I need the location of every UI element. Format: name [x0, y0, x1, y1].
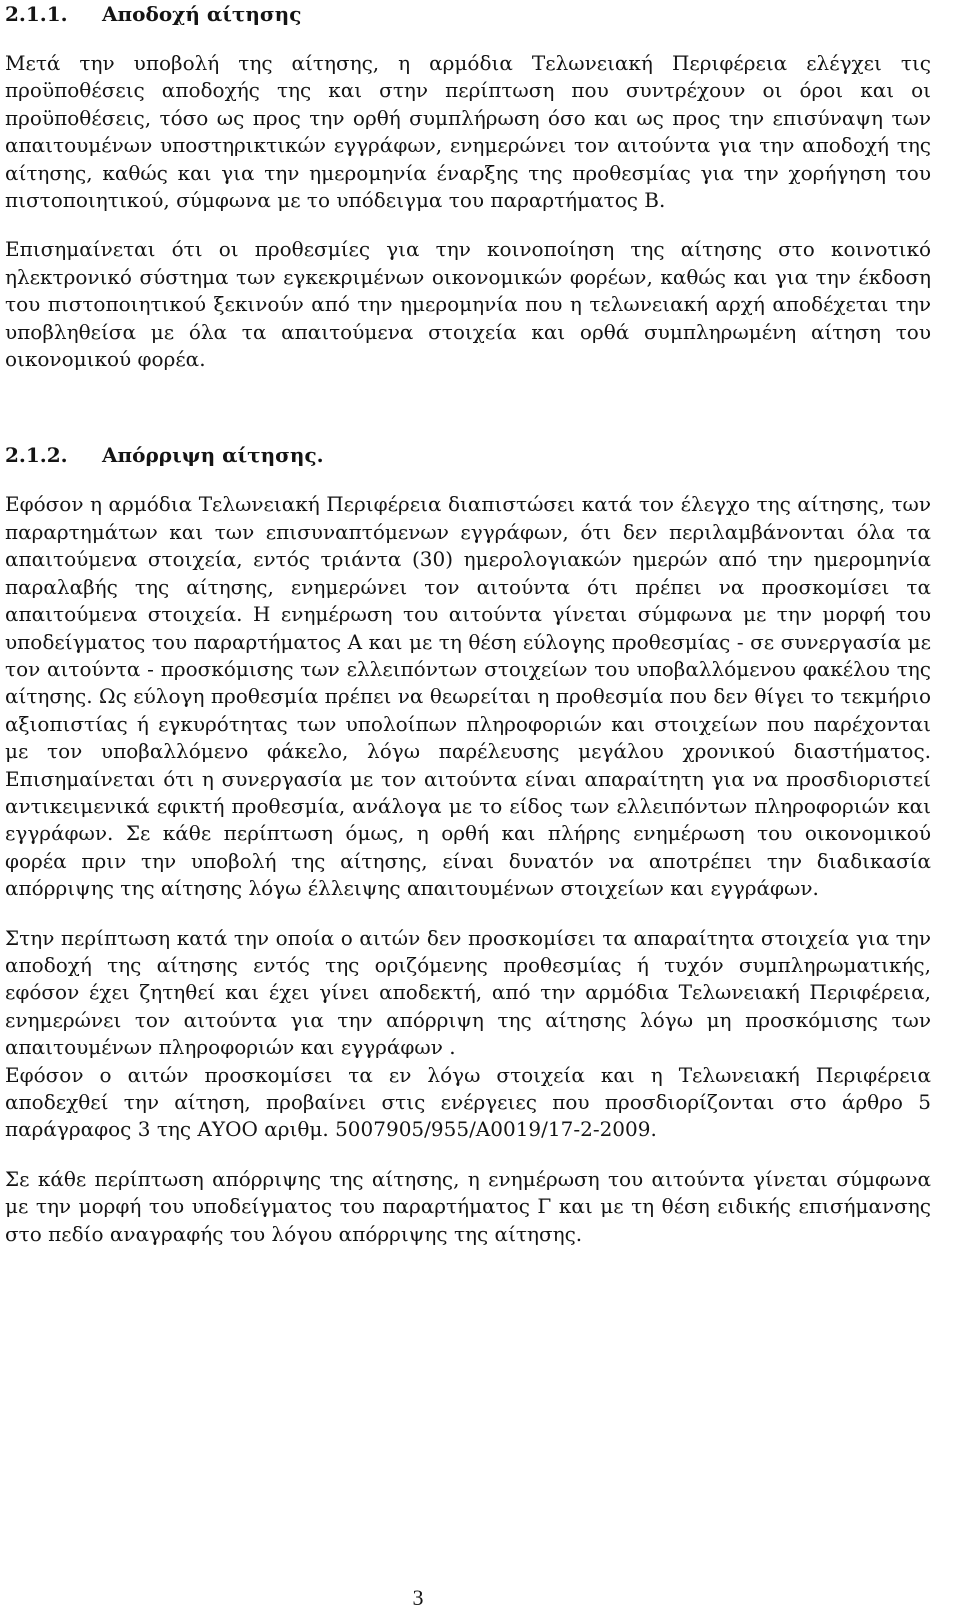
- section-title: Απόρριψη αίτησης.: [102, 443, 324, 468]
- section-heading-acceptance: [5, 0, 931, 28]
- section-title: Αποδοχή αίτησης: [102, 2, 302, 26]
- paragraph-rejection-form: Σε κάθε περίπτωση απόρριψης της αίτησης, η ενημέρωση του αιτούντα γίνεται σύμφωνα με την μορφή του υποδείγματος του παραρτήματος Γ και με τη θέση ειδικής επισήμανσης στο πεδίο αναγραφής του λόγου απόρριψης της αίτησης.: [5, 1166, 931, 1246]
- section-number: 2.1.2.: [5, 443, 68, 468]
- document-page: [5, 0, 931, 1248]
- page-number: 3: [412, 1585, 424, 1610]
- section-heading-rejection: [5, 441, 931, 469]
- paragraph-missing-documents: Εφόσον η αρμόδια Τελωνειακή Περιφέρεια διαπιστώσει κατά τον έλεγχο της αίτησης, των παραρτημάτων και των επισυναπτόμενων εγγράφων, ότι δεν περιλαμβάνονται όλα τα απαιτούμενα στοιχεία, εντός τριάντα (30) ημερολογιακών ημερών από την ημερομηνία παραλαβής της αίτησης, ενημερώνει τον αιτούντα ότι πρέπει να προσκομίσει τα απαιτούμενα στοιχεία. Η ενημέρωση του αιτούντα γίνεται σύμφωνα με την μορφή του υποδείγματος του παραρτήματος Α και με τη θέση εύλογης προθεσμίας - σε συνεργασία με τον αιτούντα - προσκόμισης των ελλειπόντων στοιχείων του υποβαλλόμενου φακέλου της αίτησης. Ως εύλογη προθεσμία πρέπει να θεωρείται η προθεσμία που δεν θίγει το τεκμήριο αξιοπιστίας ή εγκυρότητας των υπολοίπων πληροφοριών και στοιχείων που παρέχονται με τον υποβαλλόμενο φάκελο, λόγω παρέλευσης μεγάλου χρονικού διαστήματος. Επισημαίνεται ότι η συνεργασία με τον αιτούντα είναι απαραίτητη για να προσδιοριστεί αντικειμενικά εφικτή προθεσμία, ανάλογα με το είδος των ελλειπόντων πληροφοριών και εγγράφων. Σε κάθε περίπτωση όμως, η ορθή και πλήρης ενημέρωση του οικονομικού φορέα πριν την υποβολή της αίτησης, είναι δυνατόν να αποτρέπει την διαδικασία απόρριψης της αίτησης λόγω έλλειψης απαιτουμένων στοιχείων και εγγράφων.: [5, 492, 931, 901]
- paragraph-deadlines-note: Επισημαίνεται ότι οι προθεσμίες για την κοινοποίηση της αίτησης στο κοινοτικό ηλεκτρονικό σύστημα των εγκεκριμένων οικονομικών φορέων, καθώς και για την έκδοση του πιστοποιητικού ξεκινούν από την ημερομηνία που η τελωνειακή αρχή αποδέχεται την υποβληθείσα με όλα τα απαιτούμενα στοιχεία και ορθά συμπληρωμένη αίτηση του οικονομικού φορέα.: [5, 237, 931, 372]
- paragraph-rejection-notice: Στην περίπτωση κατά την οποία ο αιτών δεν προσκομίσει τα απαραίτητα στοιχεία για την αποδοχή της αίτησης εντός της οριζόμενης προθεσμίας ή τυχόν συμπληρωματικής, εφόσον έχει ζητηθεί και έχει γίνει αποδεκτή, από την αρμόδια Τελωνειακή Περιφέρεια, ενημερώνει τον αιτούντα για την απόρριψη της αίτησης λόγω μη προσκόμισης των απαιτουμένων πληροφοριών και εγγράφων .: [5, 925, 931, 1060]
- paragraph-acceptance-procedure: Μετά την υποβολή της αίτησης, η αρμόδια Τελωνειακή Περιφέρεια ελέγχει τις προϋποθέσεις αποδοχής της και στην περίπτωση που συντρέχουν οι όροι και οι προϋποθέσεις, τόσο ως προς την ορθή συμπλήρωση όσο και ως προς την επισύναψη των απαιτουμένων υποστηρικτικών εγγράφων, ενημερώνει τον αιτούντα για την αποδοχή της αίτησης, καθώς και για την ημερομηνία έναρξης της προθεσμίας για την χορήγηση του πιστοποιητικού, σύμφωνα με το υπόδειγμα του παραρτήματος Β.: [5, 51, 931, 213]
- section-number: 2.1.1.: [5, 2, 68, 26]
- paragraph-resubmission: Εφόσον ο αιτών προσκομίσει τα εν λόγω στοιχεία και η Τελωνειακή Περιφέρεια αποδεχθεί την αίτηση, προβαίνει στις ενέργειες που προσδιορίζονται στο άρθρο 5 παράγραφος 3 της ΑΥΟΟ αριθμ. 5007905/955/Α0019/17-2-2009.: [5, 1062, 931, 1142]
